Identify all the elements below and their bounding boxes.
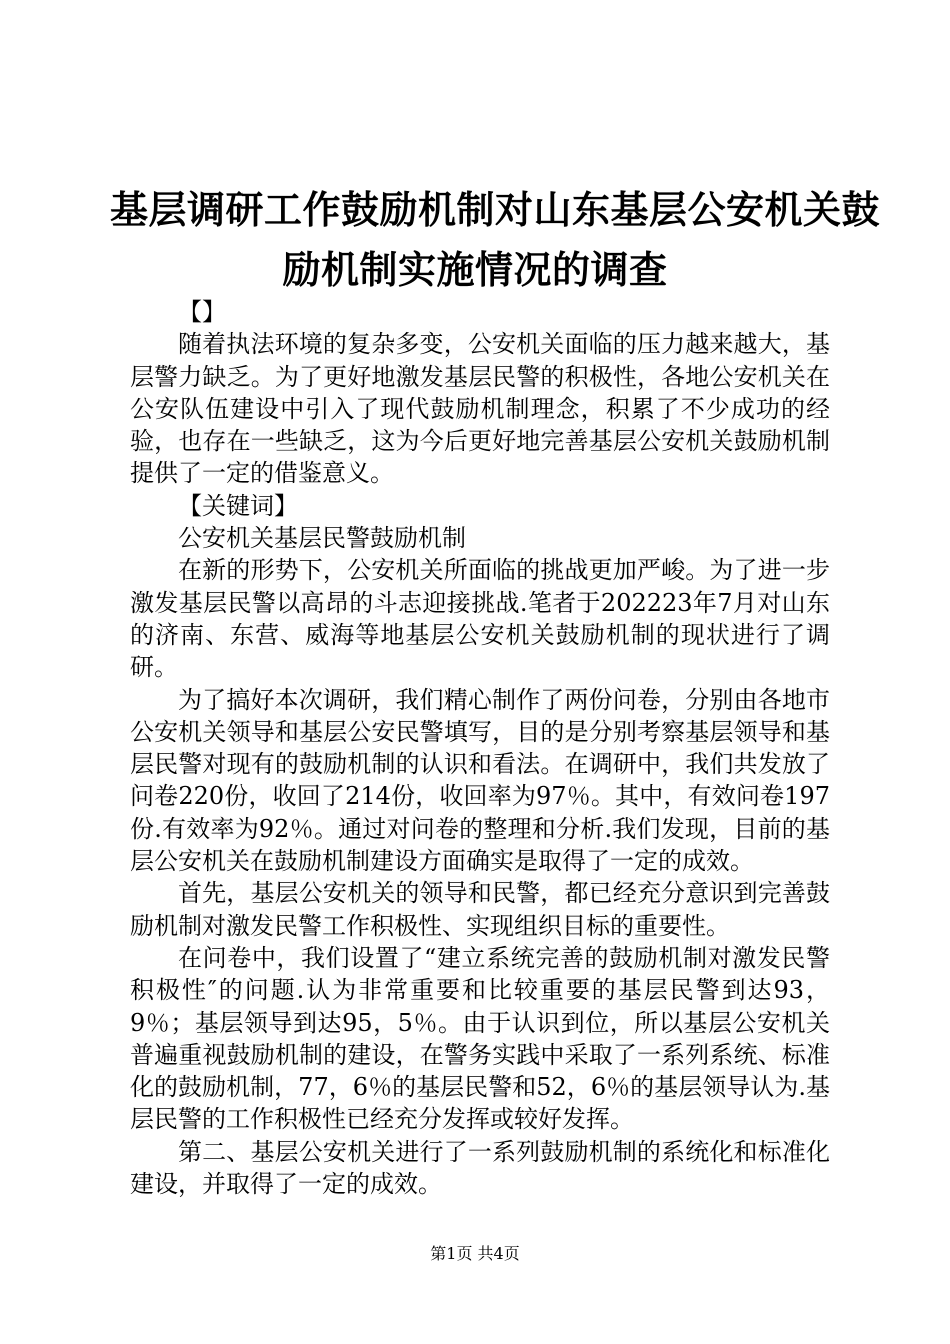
document-body — [130, 296, 830, 1200]
keywords-text: 公安机关基层民警鼓励机制 — [178, 524, 466, 553]
paragraph-abstract: 随着执法环境的复杂多变，公安机关面临的压力越来越大，基层警力缺乏。为了更好地激发基层民警的积极性，各地公安机关在公安队伍建设中引入了现代鼓励机制理念，积累了不少成功的经验，也存在一些缺乏，这为今后更好地完善基层公安机关鼓励机制提供了一定的借鉴意义。 — [130, 330, 830, 488]
paragraph: 在新的形势下，公安机关所面临的挑战更加严峻。为了进一步激发基层民警以高昂的斗志迎接挑战.笔者于202223年7月对山东的济南、东营、威海等地基层公安机关鼓励机制的现状进行了调研。 — [130, 556, 830, 682]
paragraph: 在问卷中，我们设置了“建立系统完善的鼓励机制对激发民警积极性″的问题.认为非常重要和比较重要的基层民警到达93，9％；基层领导到达95，5％。由于认识到位，所以基层公安机关普遍重视鼓励机制的建设，在警务实践中采取了一系列系统、标准化的鼓励机制，77，6％的基层民警和52，6％的基层领导认为.基层民警的工作积极性已经充分发挥或较好发挥。 — [130, 943, 830, 1134]
paragraph: 为了搞好本次调研，我们精心制作了两份问卷，分别由各地市公安机关领导和基层公安民警填写，目的是分别考察基层领导和基层民警对现有的鼓励机制的认识和看法。在调研中，我们共发放了问卷220份，收回了214份，收回率为97％。其中，有效问卷197份.有效率为92％。通过对问卷的整理和分析.我们发现，目前的基层公安机关在鼓励机制建设方面确实是取得了一定的成效。 — [130, 685, 830, 876]
document-title-line-2: 励机制实施情况的调查 — [282, 248, 668, 292]
keywords-label: 【关键词】 — [178, 491, 298, 520]
page-number-footer: 第1页 共4页 — [430, 1244, 520, 1263]
paragraph: 首先，基层公安机关的领导和民警，都已经充分意识到完善鼓励机制对激发民警工作积极性、实现组织目标的重要性。 — [130, 879, 830, 940]
paragraph: 第二、基层公安机关进行了一系列鼓励机制的系统化和标准化建设，并取得了一定的成效。 — [130, 1137, 830, 1199]
document-title-line-1: 基层调研工作鼓励机制对山东基层公安机关鼓 — [110, 188, 881, 232]
abstract-label: 【】 — [178, 298, 226, 326]
